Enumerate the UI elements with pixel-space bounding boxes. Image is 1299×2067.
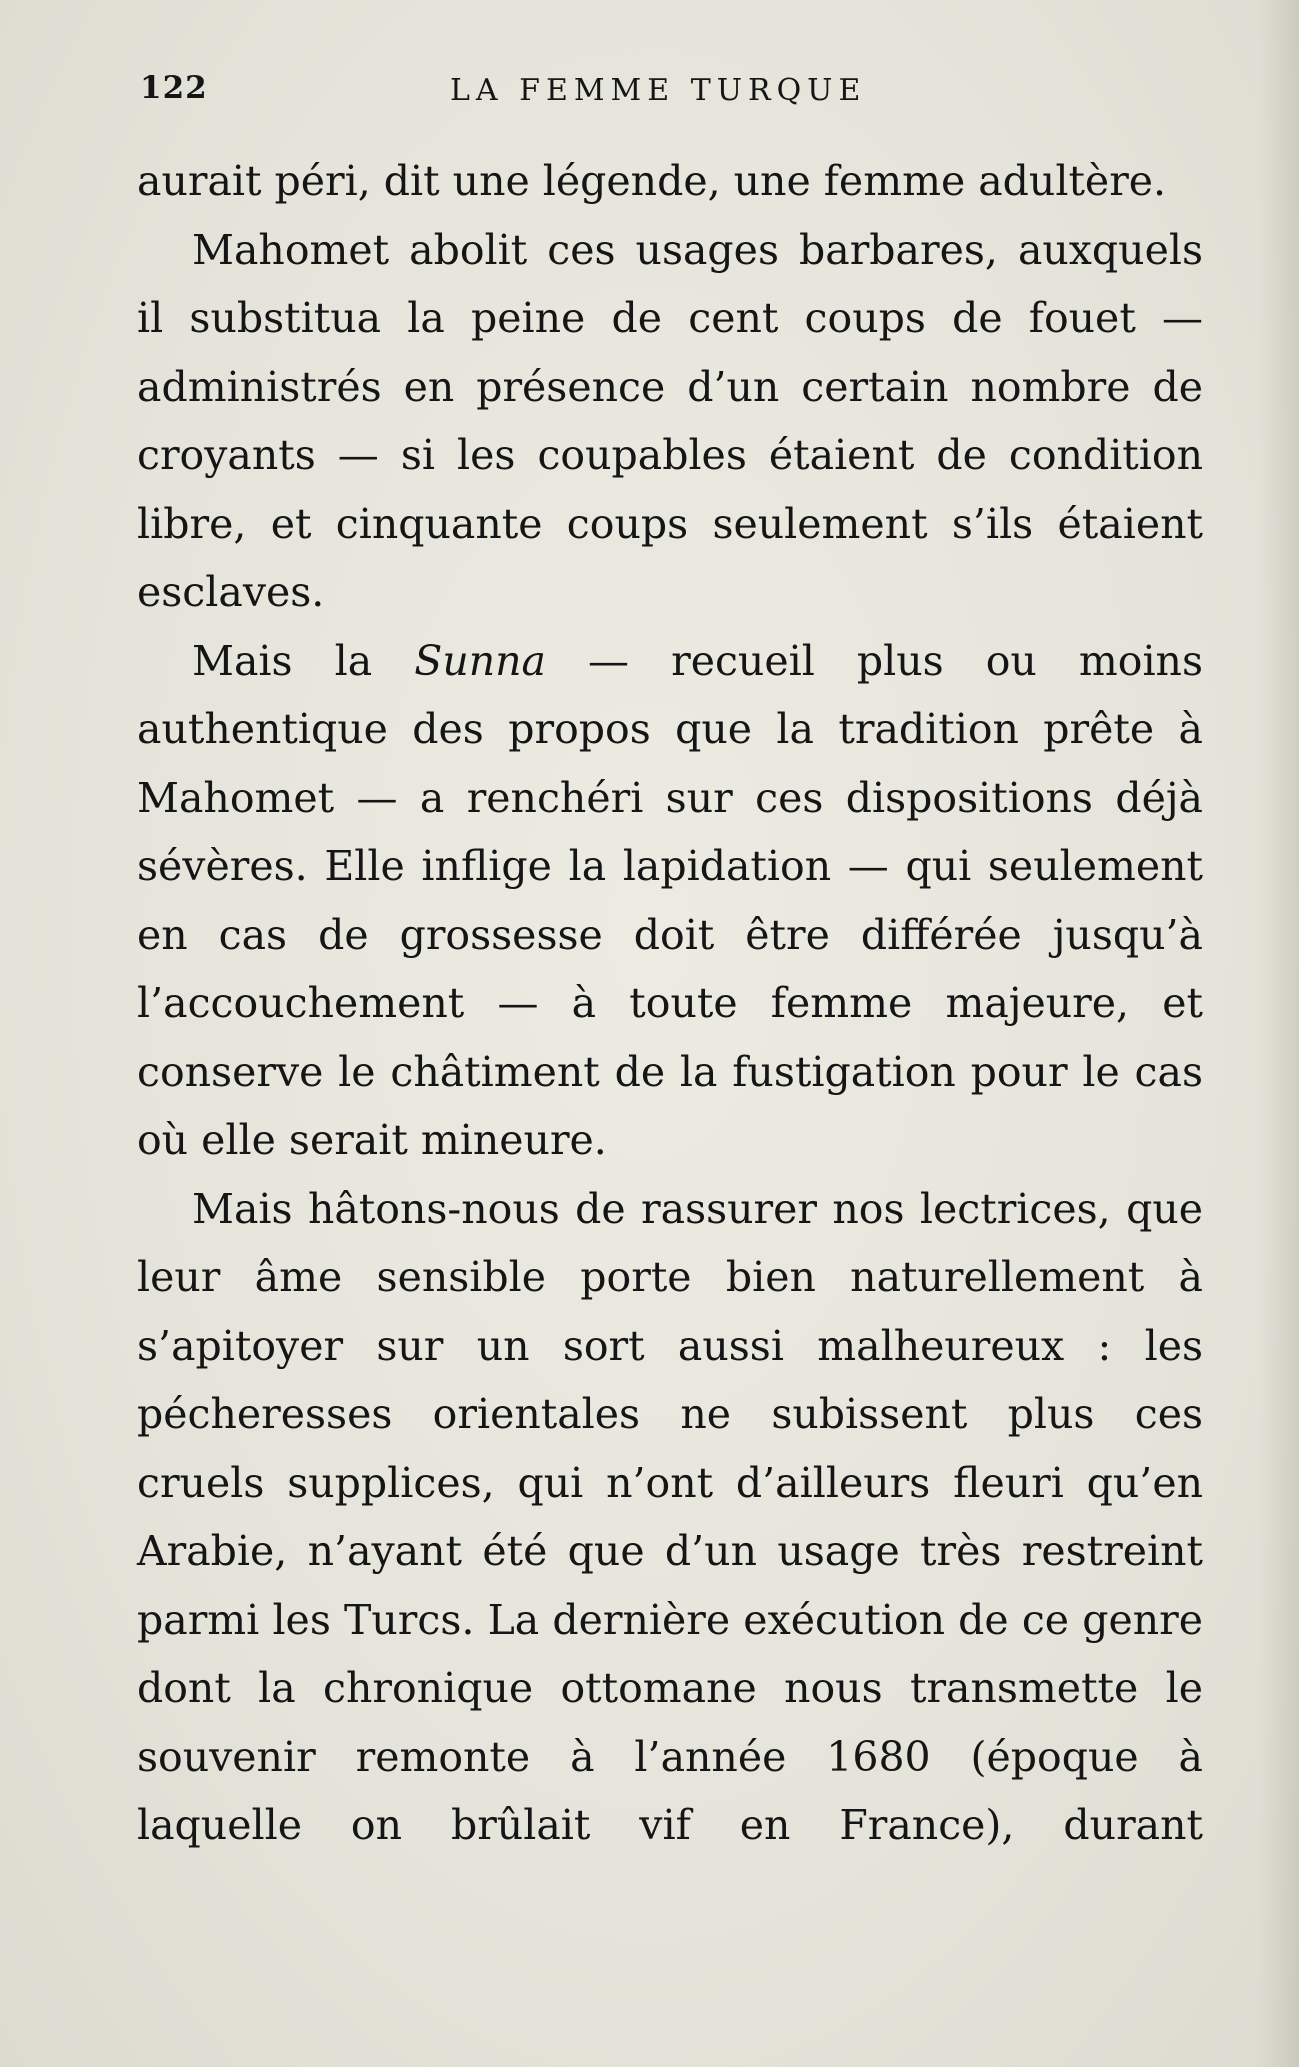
paragraph-1: aurait péri, dit une légende, une femme adultère. [137, 157, 1167, 205]
sunna-emphasis: Sunna [414, 636, 546, 685]
page-header [140, 70, 1206, 120]
page-number: 122 [140, 70, 208, 106]
page-edge-shadow [1259, 0, 1299, 2067]
paragraph-3-after: — recueil plus ou moins authentique des propos que la tradition prête à Mahomet — a renchéri sur ces dispositions déjà sévères. Elle inflige la lapidation — qui seulement en cas de grossesse doit être différée jusqu’à l’accouchement — à toute femme majeure, et conserve le châtiment de la fustigation pour le cas où elle serait mineure. [137, 636, 1203, 1164]
paragraph-3-before: Mais la [192, 636, 415, 685]
paragraph-2: Mahomet abolit ces usages barbares, auxquels il substitua la peine de cent coups de fouet — administrés en présence d’un certain nombre de croyants — si les coupables étaient de condition libre, et cinquante coups seulement s’ils étaient esclaves. [137, 225, 1203, 616]
body-text [137, 147, 1203, 1860]
paragraph-4: Mais hâtons-nous de rassurer nos lectrices, que leur âme sensible porte bien naturellement à s’apitoyer sur un sort aussi malheureux : les pécheresses orientales ne subissent plus ces cruels supplices, qui n’ont d’ailleurs fleuri qu’en Arabie, n’ayant été que d’un usage très restreint parmi les Turcs. La dernière exécution de ce genre dont la chronique ottomane nous transmette le souvenir remonte à l’année 1680 (époque à laquelle on brûlait vif en France), durant [137, 1184, 1203, 1849]
running-head: LA FEMME TURQUE [450, 73, 867, 108]
paragraph-3 [137, 627, 1203, 1175]
